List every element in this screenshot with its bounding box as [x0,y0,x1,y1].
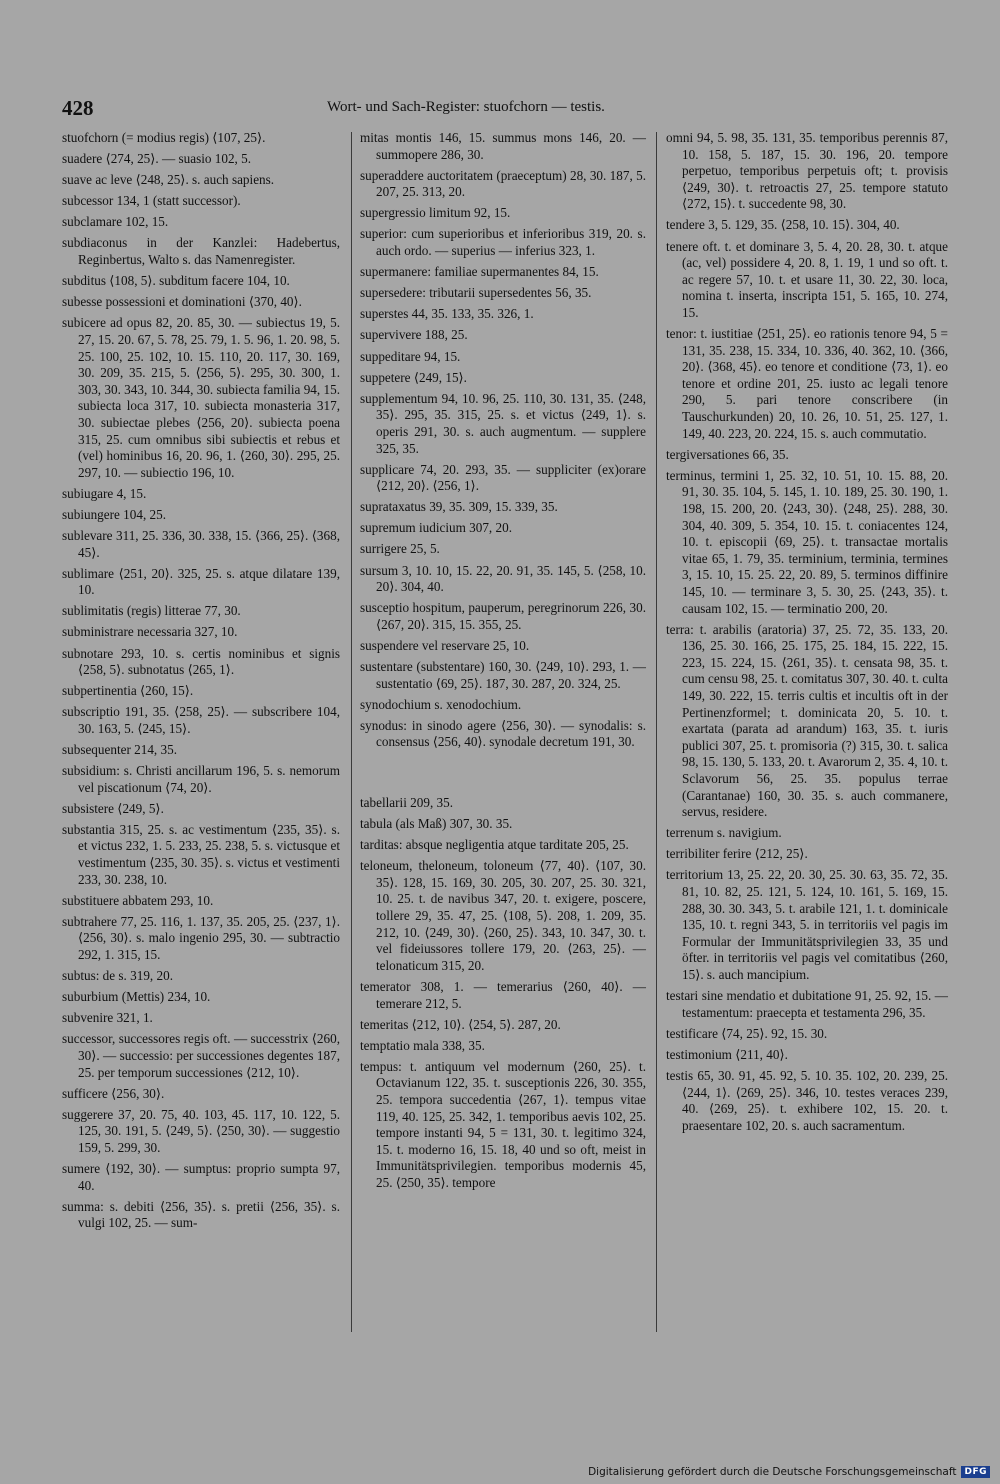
register-entry: tenor: t. iustitiae ⟨251, 25⟩. eo rationis tenore 94, 5 = 131, 35. 238, 15. 334, 10. 336, 40. 362, 10. ⟨366, 20⟩. ⟨368, 45⟩. eo tenore et conditione ⟨73, 1⟩. eo tenore et ordine 201, 25. iusto ac legali tenore 290, 5. pari tenore conscribere (in Tauschurkunden) 20, 10. 26, 10. 51, 25. 127, 1. 149, 40. 223, 20. 224, 15. s. auch commutatio. [666,326,948,441]
register-entry: stuofchorn (= modius regis) ⟨107, 25⟩. [62,130,266,145]
register-entry: terribiliter ferire ⟨212, 25⟩. [666,846,808,862]
register-entry: suburbium (Mettis) 234, 10. [62,989,211,1005]
register-entry: subnotare 293, 10. s. certis nominibus et signis ⟨258, 5⟩. subnotatus ⟨265, 1⟩. [62,645,340,678]
register-entry: surrigere 25, 5. [360,541,440,557]
dfg-logo: DFG [961,1466,990,1478]
page-number: 428 [62,96,94,120]
register-entry: subsidium: s. Christi ancillarum 196, 5. s. nemorum vel piscationum ⟨74, 20⟩. [62,763,340,795]
register-entry: suprataxatus 39, 35. 309, 15. 339, 35. [360,499,558,515]
register-entry: testimonium ⟨211, 40⟩. [666,1046,788,1062]
register-entry: synodus: in sinodo agere ⟨256, 30⟩. — synodalis: s. consensus ⟨256, 40⟩. synodale decretum 191, 30. [360,717,646,750]
register-entry: tenere oft. t. et dominare 3, 5. 4, 20. 28, 30. t. atque (ac, vel) possidere 4, 20. 8, 1. 19, 1 und so oft. t. ac regere 57, 10. t. et usare 11, 30. 22, 30. loca, nomina t. inserta, inscripta 151, 5. 165, 10. 274, 15. [666,238,948,320]
register-entry: subesse possessioni et dominationi ⟨370, 40⟩. [62,294,302,310]
register-entry: superstes 44, 35. 133, 35. 326, 1. [360,306,534,322]
register-entry: temeritas ⟨212, 10⟩. ⟨254, 5⟩. 287, 20. [360,1016,561,1032]
register-entry: sufficere ⟨256, 30⟩. [62,1085,165,1101]
register-entry: omni 94, 5. 98, 35. 131, 35. temporibus perennis 87, 10. 158, 5. 187, 15. 30. 196, 20. tempore perpetuo, temporibus perpetuis oft; t. provisis ⟨249, 30⟩. t. retroactis 27, 25. tempore statuto ⟨272, 15⟩. t. succedente 98, 30. [666,130,948,212]
register-entry: suadere ⟨274, 25⟩. — suasio 102, 5. [62,151,252,167]
register-entry: superior: cum superioribus et inferioribus 319, 20. s. auch ordo. — superius — inferius 323, 1. [360,226,646,259]
register-entry: testificare ⟨74, 25⟩. 92, 15. 30. [666,1025,828,1041]
register-column-3 [666,130,948,1139]
register-entry: subsistere ⟨249, 5⟩. [62,800,164,816]
register-entry: sumere ⟨192, 30⟩. — sumptus: proprio sumpta 97, 40. [62,1161,340,1193]
register-entry: sursum 3, 10. 10, 15. 22, 20. 91, 35. 145, 5. ⟨258, 10. 20⟩. 304, 40. [360,562,646,595]
register-entry: suggerere 37, 20. 75, 40. 103, 45. 117, 10. 122, 5. 125, 30. 191, 5. ⟨249, 5⟩. ⟨250, 30⟩. — suggestio 159, 5. 299, 30. [62,1106,340,1155]
register-entry: substituere abbatem 293, 10. [62,892,214,908]
register-entry: sustentare (substentare) 160, 30. ⟨249, 10⟩. 293, 1. — sustentatio ⟨69, 25⟩. 187, 30. 287, 20. 324, 25. [360,659,646,691]
register-entry: suspendere vel reservare 25, 10. [360,637,530,653]
register-entry: subvenire 321, 1. [62,1010,153,1026]
register-entry: supervivere 188, 25. [360,327,468,343]
register-entry: tendere 3, 5. 129, 35. ⟨258, 10. 15⟩. 304, 40. [666,217,900,233]
digitization-credit: Digitalisierung gefördert durch die Deutsche Forschungsgemeinschaft [588,1466,957,1478]
register-entry: supplementum 94, 10. 96, 25. 110, 30. 131, 35. ⟨248, 35⟩. 295, 35. 315, 25. s. et victus ⟨249, 1⟩. s. operis 291, 30. s. auch augmentum. — supplere 325, 35. [360,390,646,456]
register-entry: terrenum s. navigium. [666,825,782,841]
register-entry: tergiversationes 66, 35. [666,446,789,462]
register-entry: supergressio limitum 92, 15. [360,205,511,221]
register-entry: supplicare 74, 20. 293, 35. — suppliciter (ex)orare ⟨212, 20⟩. ⟨256, 1⟩. [360,461,646,494]
register-entry: summa: s. debiti ⟨256, 35⟩. s. pretii ⟨256, 35⟩. s. vulgi 102, 25. — sum- [62,1198,340,1231]
register-entry: terra: t. arabilis (aratoria) 37, 25. 72, 35. 133, 20. 136, 25. 30. 166, 25. 175, 25. 184, 15. 222, 15. 223, 15. 224, 15. ⟨261, 35⟩. t. censata 98, 35. t. cum censu 98, 25. t. comitatus 307, 30. 40. t. culta 149, 30. 222, 15. terris cultis et incultis oft in der Pertinenzformel; t. dominicata 20, 5. 10. t. exartata (parata ad arandum) 163, 35. t. iuris publici 307, 25. t. promisoria (?) 315, 30. t. salica 98, 15. 130, 5. 133, 20. t. Avarorum 2, 35. 4, 10. t. Sclavorum 56, 25. 35. populus terrae (Carantanae) 160, 30. 35. s. auch commanere, servus, residere. [666,621,948,820]
register-entry: terminus, termini 1, 25. 32, 10. 51, 10. 15. 88, 20. 91, 30. 35. 104, 5. 145, 1. 10. 189, 25. 30. 190, 1. 198, 15. 200, 20. ⟨243, 30⟩. ⟨248, 25⟩. 288, 30. 304, 40. 309, 5. 354, 10. 15. t. coniacentes 124, 10. t. episcopii ⟨69, 25⟩. t. transactae mortalis vitae 65, 1. 79, 35. terminium, terminia, termines 3, 15. 10, 15. 25. 22, 20. 89, 5. terminos diffinire 145, 10. — terminare 3, 5. 30, 25. ⟨243, 35⟩. t. causam 102, 15. — terminatio 200, 20. [666,467,948,616]
register-entry: testari sine mendatio et dubitatione 91, 25. 92, 15. — testamentum: praecepta et testamenta 296, 35. [666,988,948,1020]
register-entry: susceptio hospitum, pauperum, peregrinorum 226, 30. ⟨267, 20⟩. 315, 15. 355, 25. [360,600,646,632]
register-entry: subiungere 104, 25. [62,506,167,522]
register-entry: sublimare ⟨251, 20⟩. 325, 25. s. atque dilatare 139, 10. [62,565,340,598]
page-footer [588,1466,990,1478]
register-entry: subtus: de s. 319, 20. [62,968,173,984]
register-entry: testis 65, 30. 91, 45. 92, 5. 10. 35. 102, 20. 239, 25. ⟨244, 1⟩. ⟨269, 25⟩. 346, 10. testes veraces 239, 40. ⟨269, 25⟩. t. exhibere 102, 15. 20. t. praesentare 102, 20. s. auch sacramentum. [666,1067,948,1133]
register-entry: suave ac leve ⟨248, 25⟩. s. auch sapiens. [62,172,275,188]
register-entry: supremum iudicium 307, 20. [360,520,513,536]
register-entry: temerator 308, 1. — temerarius ⟨260, 40⟩. — temerare 212, 5. [360,978,646,1011]
register-entry: substantia 315, 25. s. ac vestimentum ⟨235, 35⟩. s. et victus 232, 1. 5. 233, 25. 238, 5. s. victusque et vestimentum ⟨235, 30. 35⟩. s. victus et vestimenti 233, 30. 238, 10. [62,821,340,887]
register-entry: supersedere: tributarii supersedentes 56, 35. [360,285,592,301]
register-entry: subiugare 4, 15. [62,485,147,501]
register-entry: successor, successores regis oft. — successtrix ⟨260, 30⟩. — successio: per successiones degentes 187, 25. per temporum successiones ⟨212, 10⟩. [62,1031,340,1080]
register-entry: tempus: t. antiquum vel modernum ⟨260, 25⟩. t. Octavianum 122, 35. t. susceptionis 226, 30. 355, 25. tempora succedentia ⟨267, 1⟩. tempus vitae 119, 40. 125, 25. 342, 1. temporibus aevis 102, 25. tempore instanti 94, 5 = 131, 30. t. legitimo 324, 15. t. moderno 16, 15. 18, 40 und so oft, meist in Immunitätsprivilegien. temporibus modernis 45, 25. ⟨250, 35⟩. tempore [360,1058,646,1190]
page-header [62,96,942,120]
register-column-1 [62,130,340,1236]
register-entry: subministrare necessaria 327, 10. [62,624,238,640]
register-entry: suppetere ⟨249, 15⟩. [360,369,467,385]
column-divider [351,132,352,1332]
register-entry: subtrahere 77, 25. 116, 1. 137, 35. 205, 25. ⟨237, 1⟩. ⟨256, 30⟩. s. malo ingenio 295, 30. — subtractio 292, 1. 315, 15. [62,913,340,963]
register-entry: synodochium s. xenodochium. [360,696,522,712]
register-entry: superaddere auctoritatem (praeceptum) 28, 30. 187, 5. 207, 25. 313, 20. [360,167,646,200]
register-entry: temptatio mala 338, 35. [360,1037,485,1053]
register-entry: subscriptio 191, 35. ⟨258, 25⟩. — subscribere 104, 30. 163, 5. ⟨245, 15⟩. [62,704,340,736]
register-entry: subdiaconus in der Kanzlei: Hadebertus, Reginbertus, Walto s. das Namenregister. [62,235,340,268]
register-entry: subicere ad opus 82, 20. 85, 30. — subiectus 19, 5. 27, 15. 20. 67, 5. 78, 25. 79, 1. 5. 96, 1. 20. 98, 5. 25. 100, 25. 102, 10. 15. 110, 20. 117, 30. 169, 30. 209, 35. 215, 5. ⟨256, 5⟩. 295, 30. 300, 1. 303, 30. 343, 10. 344, 30. subiecta familia 94, 15. subiecta loca 317, 10. subiecta monasteria 317, 30. subiectae plebes ⟨256, 20⟩. subiecta poena 315, 25. cum omnibus sibi subiectis et rebus et (vel) hominibus 16, 20. 96, 1. ⟨260, 30⟩. 295, 25. 297, 10. — subiectio 196, 10. [62,315,340,480]
register-entry: subditus ⟨108, 5⟩. subditum facere 104, 10. [62,273,290,289]
register-entry: supermanere: familiae supermanentes 84, 15. [360,264,599,280]
running-head: Wort- und Sach-Register: stuofchorn — testis. [327,99,605,115]
register-entry: tabellarii 209, 35. [360,795,454,810]
column-divider [656,132,657,1332]
register-entry: sublevare 311, 25. 336, 30. 338, 15. ⟨366, 25⟩. ⟨368, 45⟩. [62,527,340,560]
register-entry: tabula (als Maß) 307, 30. 35. [360,816,513,832]
register-entry: suppeditare 94, 15. [360,348,461,364]
register-entry: subclamare 102, 15. [62,214,169,230]
register-entry: subcessor 134, 1 (statt successor). [62,193,241,209]
register-entry: subsequenter 214, 35. [62,742,178,757]
register-entry: mitas montis 146, 15. summus mons 146, 20. — summopere 286, 30. [360,130,646,162]
register-entry: tarditas: absque negligentia atque tarditate 205, 25. [360,837,629,853]
register-entry: subpertinentia ⟨260, 15⟩. [62,683,194,699]
register-entry: teloneum, theloneum, toloneum ⟨77, 40⟩. ⟨107, 30. 35⟩. 128, 15. 169, 30. 205, 30. 207, 25. 30. 321, 10. 25. t. de navibus 347, 20. t. exigere, poscere, tollere 29, 35. 47, 25. ⟨108, 5⟩. 208, 1. 209, 35. 212, 10. ⟨249, 30⟩. ⟨260, 25⟩. 343, 10. 347, 30. t. vel fideiussores tollere 179, 20. ⟨263, 25⟩. — telonaticum 315, 20. [360,858,646,973]
register-entry: territorium 13, 25. 22, 20. 30, 25. 30. 63, 35. 72, 35. 81, 10. 82, 25. 121, 5. 124, 10. 161, 5. 169, 15. 288, 30. 30. 343, 5. t. arabile 121, 1. t. dominicale 135, 10. t. regni 343, 5. in territoriis vel pagis im Formular der Immunitätsprivilegien 33, 35 und öfter. in territoriis vel pagis vel comitatibus ⟨260, 15⟩. s. auch mancipium. [666,867,948,982]
register-column-2 [360,130,646,1196]
register-entry: sublimitatis (regis) litterae 77, 30. [62,603,241,619]
